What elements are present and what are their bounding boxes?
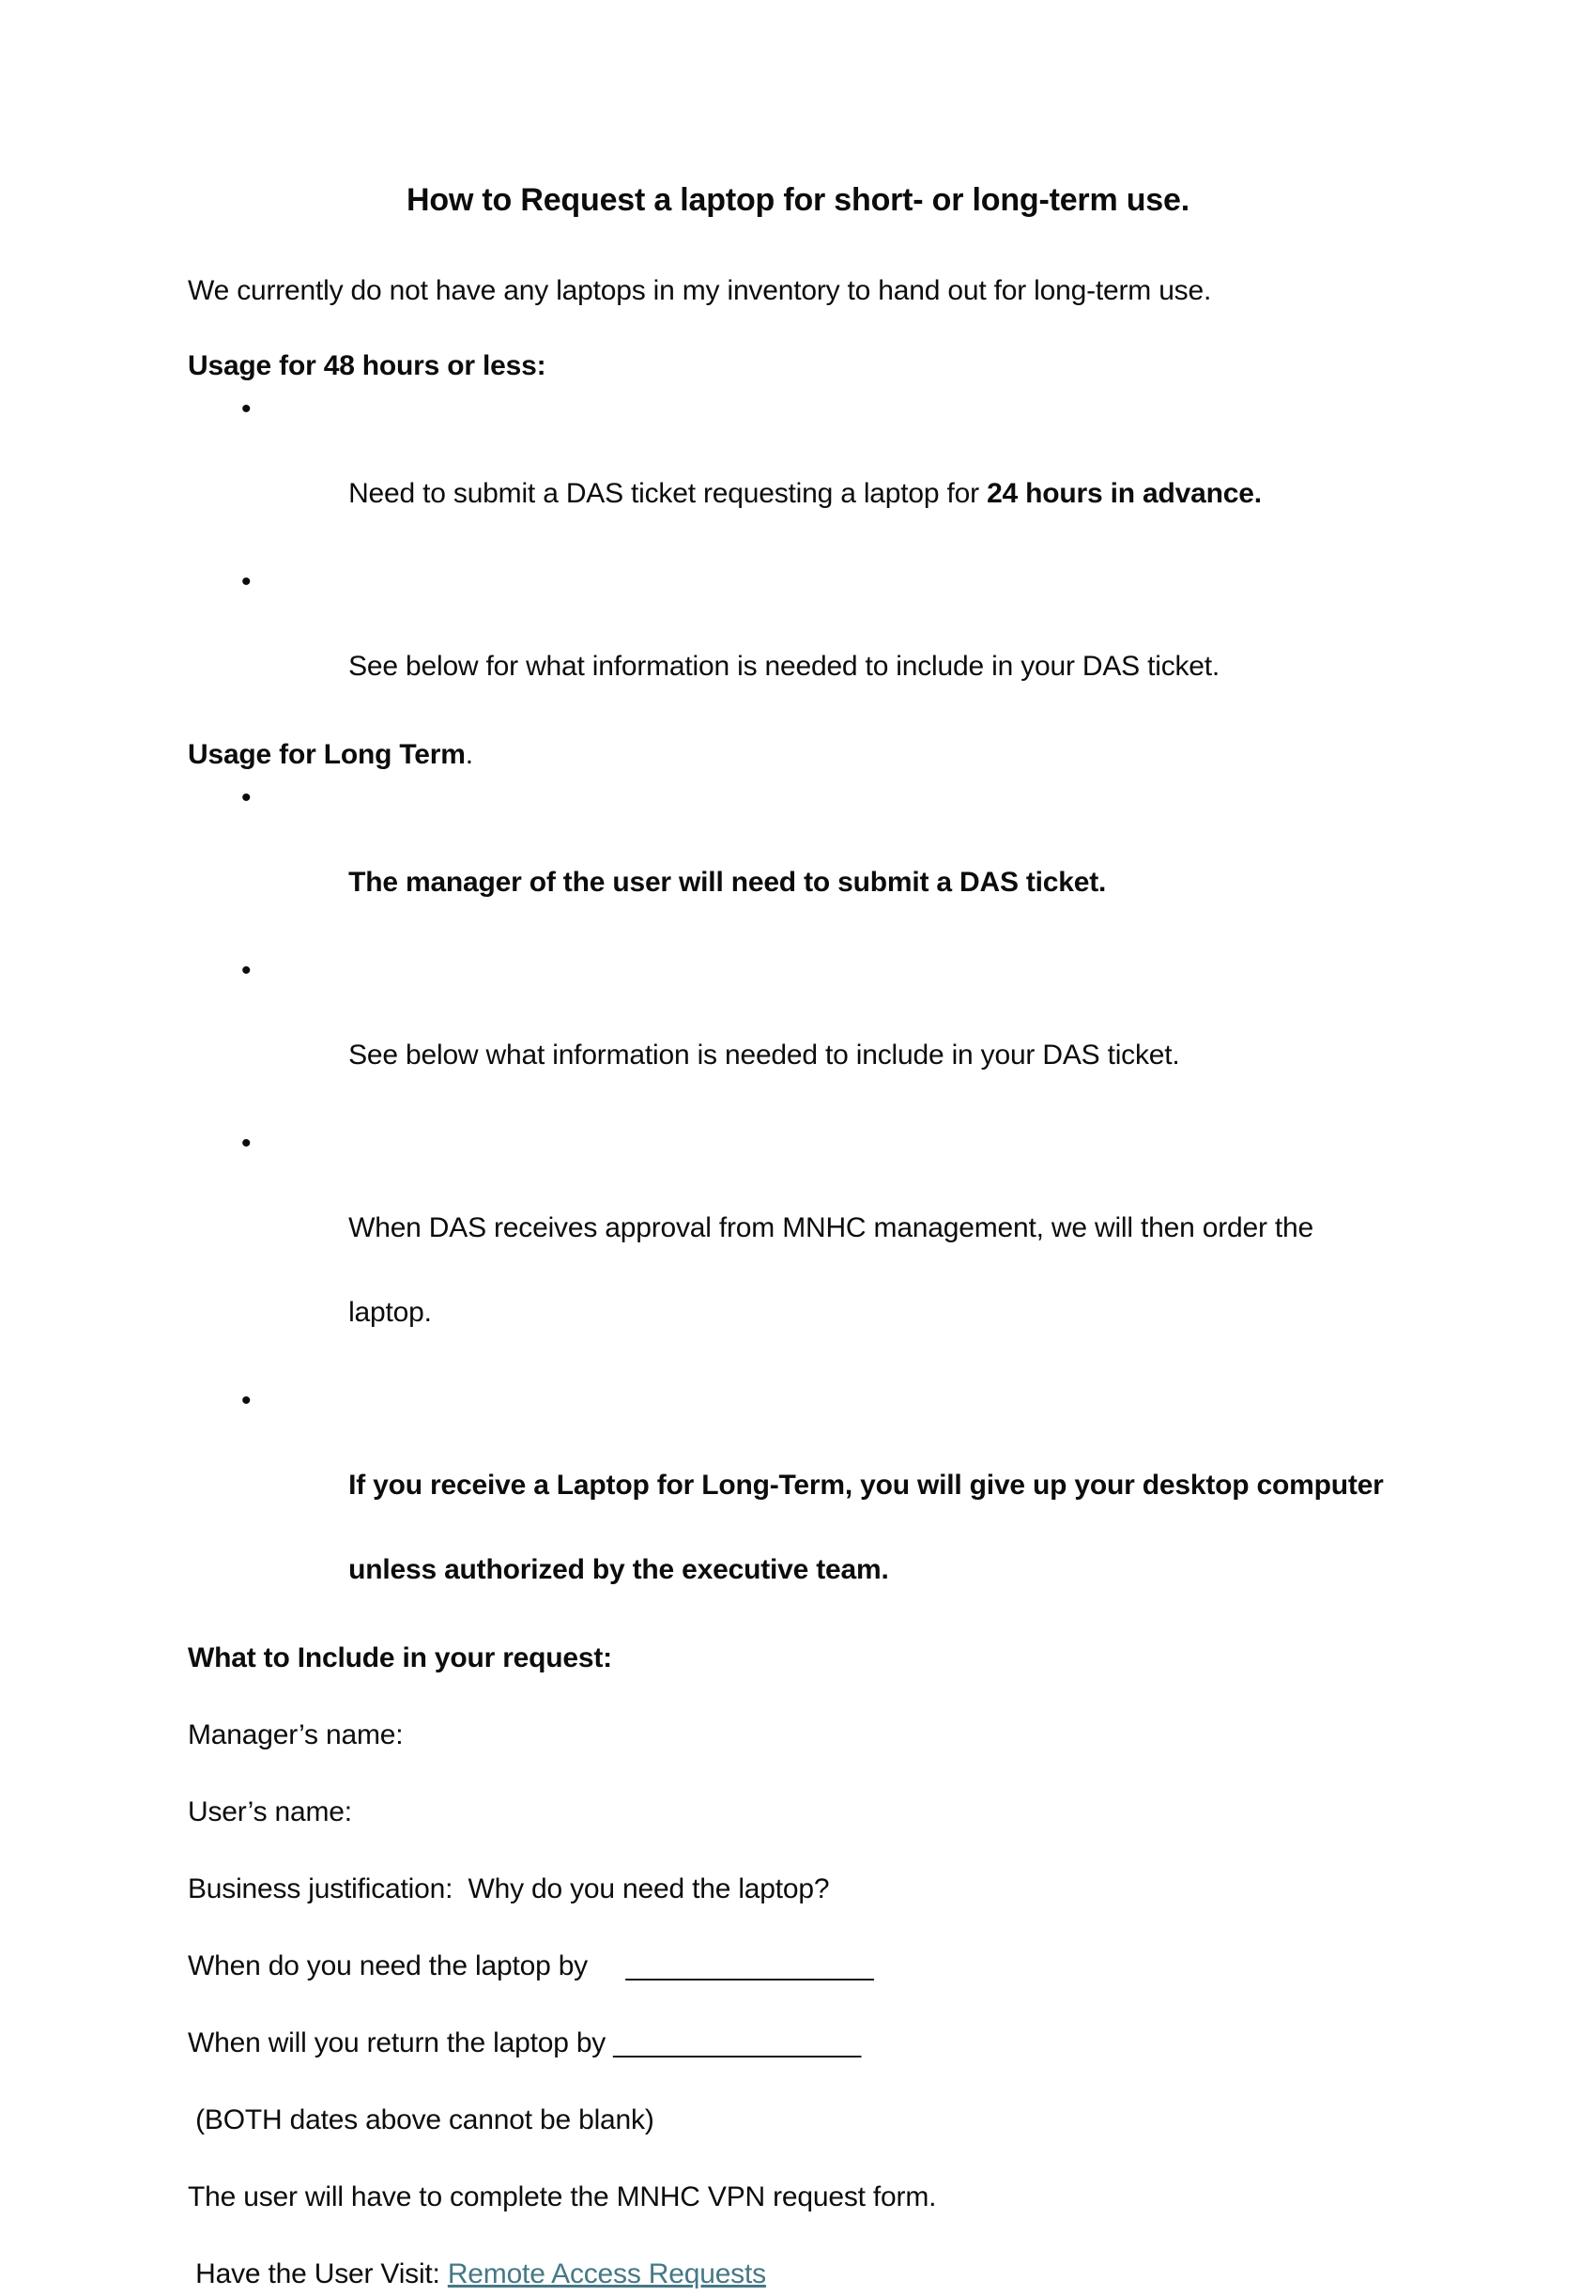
- return-by-label: When will you return the laptop by: [188, 2027, 614, 2058]
- both-dates-note: (BOTH dates above cannot be blank): [188, 2104, 654, 2135]
- bullet-text-line-1: When DAS receives approval from MNHC management, we will then order the: [348, 1212, 1313, 1243]
- list-item-manager-submit: [188, 777, 1408, 946]
- list-item-see-below-48h: [188, 561, 1408, 730]
- page-title: How to Request a laptop for short- or long-term use.: [407, 182, 1189, 218]
- heading-usage-long-term: [188, 733, 1408, 777]
- need-by-line: [188, 1945, 1408, 1988]
- business-justification-line: Business justification: Why do you need the laptop?: [188, 1873, 830, 1904]
- bullet-text: See below what information is needed to include in your DAS ticket.: [348, 1040, 1180, 1071]
- usage-long-term-list: [188, 777, 1408, 1633]
- user-name-line: User’s name:: [188, 1796, 352, 1827]
- need-by-gap: [588, 1950, 626, 1981]
- list-item-das-ticket-24h: [188, 388, 1408, 557]
- bullet-icon: •: [241, 782, 252, 813]
- bullet-icon: •: [241, 955, 252, 986]
- document-content: [188, 180, 1408, 2296]
- request-info-section: [188, 1637, 1408, 2296]
- bullet-text-bold: 24 hours in advance.: [987, 478, 1262, 509]
- heading-period: .: [465, 739, 473, 770]
- manager-name-line: Manager’s name:: [188, 1719, 404, 1750]
- bullet-icon: •: [241, 1385, 252, 1416]
- list-item-das-approval: [188, 1122, 1408, 1376]
- return-by-line: [188, 2022, 1408, 2065]
- vpn-note: The user will have to complete the MNHC VPN request form.: [188, 2181, 937, 2212]
- bullet-icon: •: [241, 1128, 252, 1159]
- intro-paragraph: We currently do not have any laptops in my inventory to hand out for long-term use.: [188, 275, 1212, 306]
- list-item-see-below-long-term: [188, 949, 1408, 1118]
- bullet-text-bold-line-1: If you receive a Laptop for Long-Term, you will give up your desktop computer: [348, 1470, 1384, 1501]
- return-by-blank-field: ________________: [613, 2027, 862, 2058]
- bullet-text-bold-line-2: unless authorized by the executive team.: [348, 1554, 889, 1585]
- remote-access-label: Have the User Visit:: [188, 2258, 448, 2289]
- list-item-give-up-desktop: [188, 1379, 1408, 1633]
- remote-access-requests-link[interactable]: Remote Access Requests: [447, 2258, 766, 2289]
- heading-usage-48h: Usage for 48 hours or less:: [188, 350, 546, 381]
- need-by-blank-field: ________________: [625, 1950, 874, 1981]
- bullet-text: See below for what information is needed to include in your DAS ticket.: [348, 651, 1220, 682]
- bullet-text: Need to submit a DAS ticket requesting a laptop for: [348, 478, 988, 509]
- heading-bold-text: Usage for Long Term: [188, 739, 466, 770]
- bullet-icon: •: [241, 566, 252, 597]
- bullet-text-line-2: laptop.: [348, 1297, 432, 1328]
- heading-what-to-include: What to Include in your request:: [188, 1642, 612, 1673]
- usage-48h-list: [188, 388, 1408, 730]
- remote-access-line: [188, 2253, 1408, 2296]
- bullet-text-bold: The manager of the user will need to submit a DAS ticket.: [348, 867, 1107, 898]
- need-by-label: When do you need the laptop by: [188, 1950, 588, 1981]
- bullet-icon: •: [241, 393, 252, 424]
